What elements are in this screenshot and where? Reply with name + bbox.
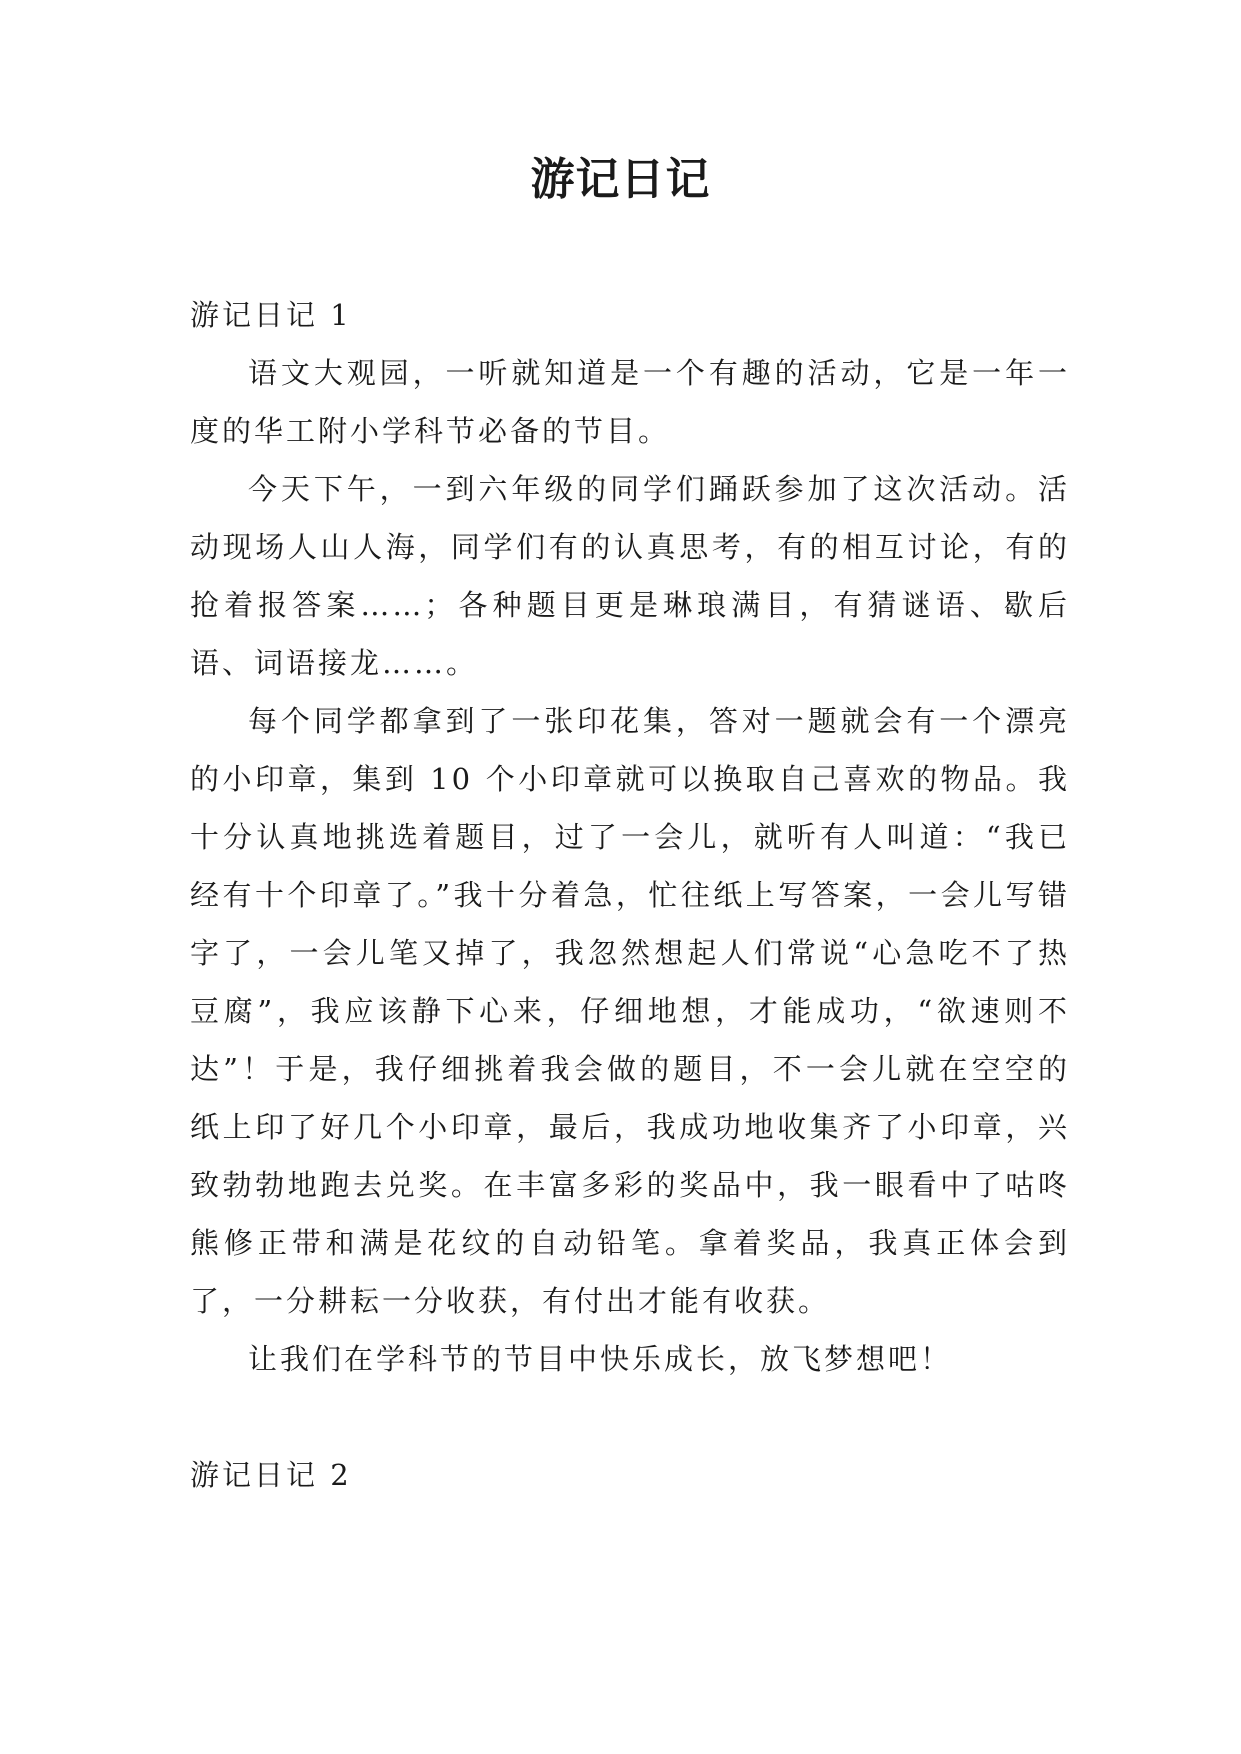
document-body — [190, 286, 1070, 1504]
section-heading-2: 游记日记 2 — [190, 1458, 352, 1492]
paragraph-4: 让我们在学科节的节目中快乐成长，放飞梦想吧！ — [248, 1342, 953, 1376]
paragraph-3: 每个同学都拿到了一张印花集，答对一题就会有一个漂亮的小印章，集到 10 个小印章就可以换取自己喜欢的物品。我十分认真地挑选着题目，过了一会儿，就听有人叫道：“我已经有十个印章了。”我十分着急，忙往纸上写答案，一会儿写错字了，一会儿笔又掉了，我忽然想起人们常说“心急吃不了热豆腐”，我应该静下心来，仔细地想，才能成功，“欲速则不达”！于是，我仔细挑着我会做的题目，不一会儿就在空空的纸上印了好几个小印章，最后，我成功地收集齐了小印章，兴致勃勃地跑去兑奖。在丰富多彩的奖品中，我一眼看中了咕咚熊修正带和满是花纹的自动铅笔。拿着奖品，我真正体会到了，一分耕耘一分收获，有付出才能有收获。 — [190, 704, 1070, 1318]
paragraph-2: 今天下午，一到六年级的同学们踊跃参加了这次活动。活动现场人山人海，同学们有的认真思考，有的相互讨论，有的抢着报答案……；各种题目更是琳琅满目，有猜谜语、歇后语、词语接龙……。 — [190, 472, 1070, 680]
paragraph-1: 语文大观园，一听就知道是一个有趣的活动，它是一年一度的华工附小学科节必备的节目。 — [190, 356, 1070, 448]
document-title: 游记日记 — [530, 154, 711, 205]
section-heading-1: 游记日记 1 — [190, 298, 352, 332]
